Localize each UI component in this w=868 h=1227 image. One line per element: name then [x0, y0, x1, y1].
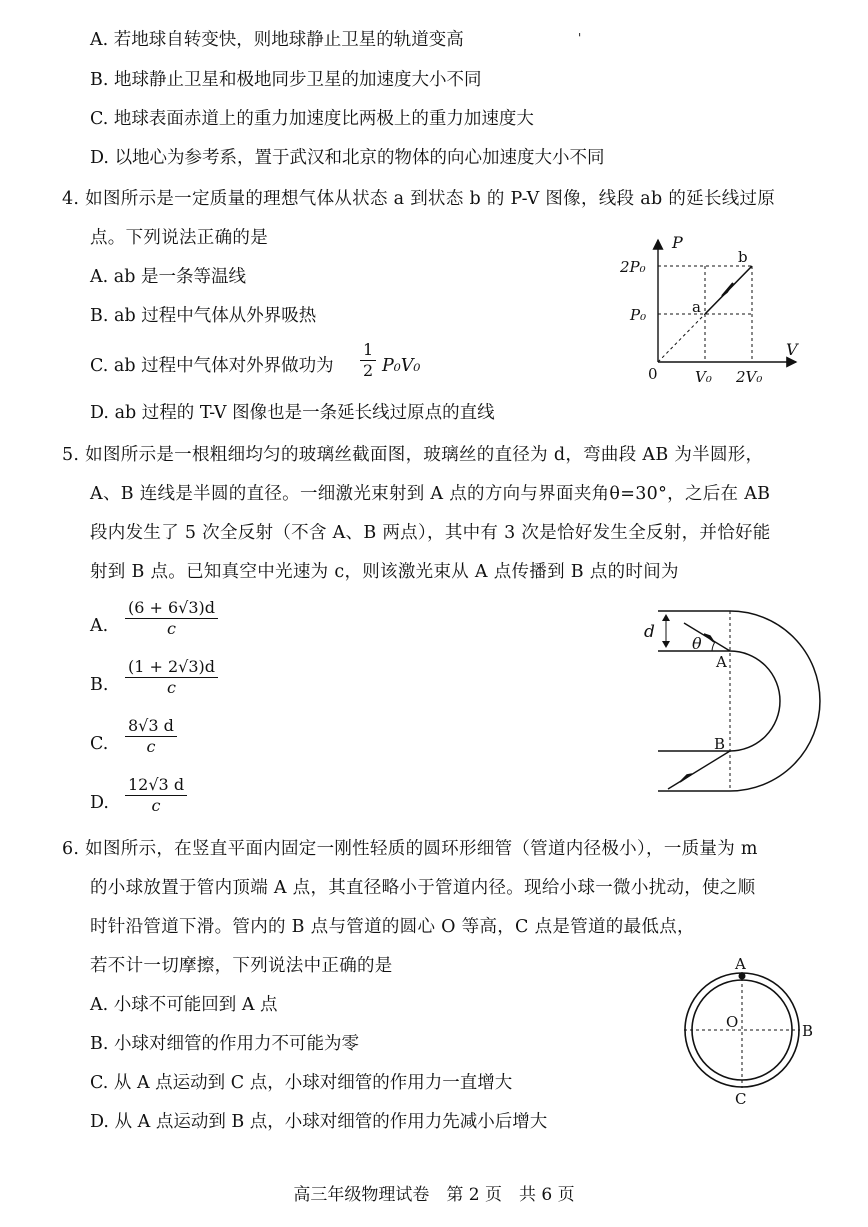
q6-option-c: C. 从 A 点运动到 C 点，小球对细管的作用力一直增大: [90, 1073, 513, 1093]
q4-option-b: B. ab 过程中气体从外界吸热: [90, 306, 317, 326]
q5-option-a-label: A.: [90, 616, 109, 636]
q5-option-b-label: B.: [90, 675, 109, 695]
tick-2p0: 2P₀: [620, 258, 646, 276]
label-c: C: [735, 1090, 747, 1108]
fiber-outer-wall: [658, 611, 820, 791]
q5-option-d-label: D.: [90, 793, 109, 813]
label-b: B: [802, 1022, 814, 1040]
q3-option-d: D. 以地心为参考系，置于武汉和北京的物体的向心加速度大小不同: [90, 148, 605, 168]
tick-p0: P₀: [630, 306, 647, 324]
q6-ring-diagram: [664, 952, 824, 1112]
q4-stem-line1: 4. 如图所示是一定质量的理想气体从状态 a 到状态 b 的 P-V 图像，线段 ab 的延长线过原: [62, 189, 776, 209]
q6-stem-line2: 的小球放置于管内顶端 A 点，其直径略小于管道内径。现给小球一微小扰动，使之顺: [90, 878, 756, 898]
label-d: d: [644, 622, 655, 642]
extension-line: [658, 314, 705, 362]
q5-stem-line3: 段内发生了 5 次全反射（不含 A、B 两点），其中有 3 次是恰好发生全反射，并恰好能: [90, 523, 771, 543]
axis-p-label: P: [672, 233, 683, 252]
point-a-label: a: [692, 298, 701, 316]
q6-option-b: B. 小球对细管的作用力不可能为零: [90, 1034, 360, 1054]
q4-option-c-fraction: $\frac{1}{2}$: [360, 340, 376, 381]
q6-option-a: A. 小球不可能回到 A 点: [90, 995, 278, 1015]
q4-pv-diagram: [616, 232, 816, 392]
q5-option-d-fraction: $\frac{12√3 d}{c}$: [125, 775, 187, 816]
q5-option-c-label: C.: [90, 734, 109, 754]
exit-ray: [668, 751, 730, 789]
label-o: O: [726, 1013, 739, 1031]
q4-option-c-tail: P₀V₀: [382, 356, 421, 376]
stray-mark: ': [578, 31, 582, 45]
q5-option-a-fraction: $\frac{(6 + 6√3)d}{c}$: [125, 598, 218, 639]
q4-option-a: A. ab 是一条等温线: [90, 267, 246, 287]
origin-label: 0: [648, 365, 658, 383]
q5-stem-line4: 射到 B 点。已知真空中光速为 c，则该激光束从 A 点传播到 B 点的时间为: [90, 562, 679, 582]
tick-v0: V₀: [695, 368, 712, 386]
q3-option-c: C. 地球表面赤道上的重力加速度比两极上的重力加速度大: [90, 109, 534, 129]
q3-option-b: B. 地球静止卫星和极地同步卫星的加速度大小不同: [90, 70, 482, 90]
q5-option-c-fraction: $\frac{8√3 d}{c}$: [125, 716, 177, 757]
label-a: A: [735, 955, 746, 973]
page-footer: 高三年级物理试卷 第 2 页 共 6 页: [293, 1185, 575, 1205]
tick-2v0: 2V₀: [736, 368, 763, 386]
q5-stem-line2: A、B 连线是半圆的直径。一细激光束射到 A 点的方向与界面夹角θ=30°，之后在 AB: [90, 484, 771, 504]
q6-option-d: D. 从 A 点运动到 B 点，小球对细管的作用力先减小后增大: [90, 1112, 548, 1132]
label-a: A: [716, 653, 727, 671]
q5-fiber-diagram: [640, 605, 830, 795]
q5-option-b-fraction: $\frac{(1 + 2√3)d}{c}$: [125, 657, 218, 698]
label-theta: θ: [692, 634, 702, 653]
q4-option-c: C. ab 过程中气体对外界做功为: [90, 356, 334, 376]
ball: [739, 973, 746, 980]
q5-stem-line1: 5. 如图所示是一根粗细均匀的玻璃丝截面图，玻璃丝的直径为 d，弯曲段 AB 为半圆形，: [62, 445, 764, 465]
q6-stem-line4: 若不计一切摩擦，下列说法中正确的是: [90, 956, 393, 976]
q4-option-d: D. ab 过程的 T-V 图像也是一条延长线过原点的直线: [90, 403, 495, 423]
label-b: B: [714, 735, 726, 753]
point-b-label: b: [738, 248, 748, 266]
q6-stem-line3: 时针沿管道下滑。管内的 B 点与管道的圆心 O 等高，C 点是管道的最低点，: [90, 917, 695, 937]
q6-stem-line1: 6. 如图所示，在竖直平面内固定一刚性轻质的圆环形细管（管道内径极小），一质量为 m: [62, 839, 758, 859]
q3-option-a: A. 若地球自转变快，则地球静止卫星的轨道变高: [90, 30, 464, 50]
q4-stem-line2: 点。下列说法正确的是: [90, 228, 268, 248]
axis-v-label: V: [786, 340, 798, 359]
